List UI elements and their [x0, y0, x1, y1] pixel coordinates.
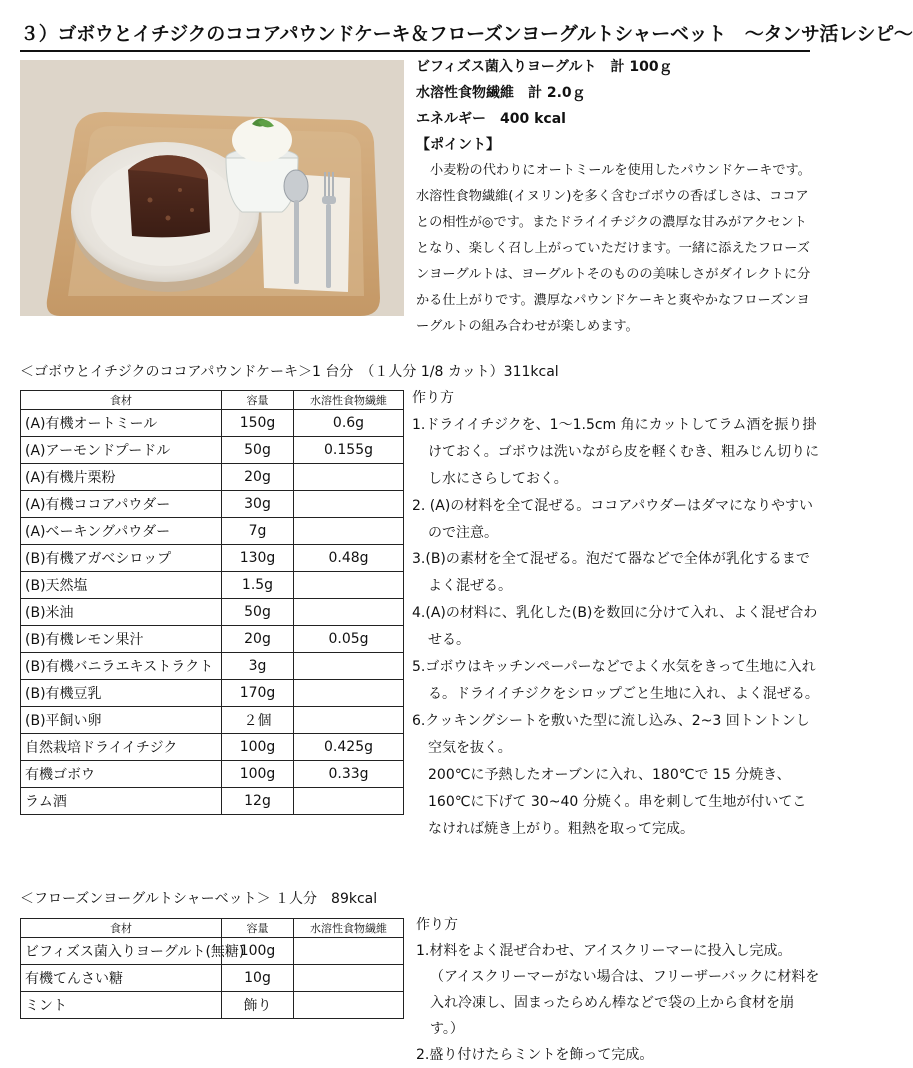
cell-amount: 20g [222, 464, 294, 491]
table-row [21, 680, 404, 707]
step-text: 材料をよく混ぜ合わせ、アイスクリーマーに投入し完成。 [429, 943, 792, 959]
table-row [21, 464, 404, 491]
cell-ingredient: (B)有機豆乳 [21, 680, 222, 707]
cell-fiber [294, 518, 404, 545]
cell-ingredient: (A)有機オートミール [21, 410, 222, 437]
cell-fiber [294, 938, 404, 965]
step-text: (A)の材料に、乳化した(B)を数回に分けて入れ、よく混ぜ合わせる。 [425, 605, 818, 649]
cell-fiber [294, 572, 404, 599]
table-row [21, 707, 404, 734]
cell-fiber: 0.6g [294, 410, 404, 437]
step-number: 1. [416, 943, 430, 959]
cell-fiber: 0.425g [294, 734, 404, 761]
step-text: 盛り付けたらミントを飾って完成。 [429, 1047, 654, 1063]
fiber-total: 水溶性食物繊維 計 2.0ｇ [416, 85, 586, 101]
dish-illustration [20, 60, 404, 316]
cell-ingredient: (A)アーモンドプードル [21, 437, 222, 464]
dish-photo [20, 60, 404, 316]
cell-ingredient: (B)天然塩 [21, 572, 222, 599]
table-row [21, 491, 404, 518]
cell-amount: 20g [222, 626, 294, 653]
header-ingredient: 食材 [21, 919, 222, 938]
cell-amount: 3g [222, 653, 294, 680]
cell-ingredient: (A)ベーキングパウダー [21, 518, 222, 545]
cake-method [412, 385, 820, 842]
table-row [21, 572, 404, 599]
cell-ingredient: 有機ゴボウ [21, 761, 222, 788]
step-number: 2. [416, 1047, 430, 1063]
method-step [416, 964, 820, 1042]
method-step [416, 1042, 820, 1068]
cell-ingredient: (B)有機バニラエキストラクト [21, 653, 222, 680]
step-text: クッキングシートを敷いた型に流し込み、2~3 回トントンし空気を抜く。 [425, 712, 810, 756]
cell-amount: 50g [222, 599, 294, 626]
step6-extra: 200℃に予熱したオーブンに入れ、180℃で 15 分焼き、160℃に下げて 30~40 分焼く。串を刺して生地が付いてこなければ焼き上がり。粗熱を取って完成。 [428, 766, 807, 837]
step-text: ドライイチジクを、1～1.5cm 角にカットしてラム酒を振り掛けておく。ゴボウは洗いながら皮を軽くむき、粗みじん切りにし水にさらしておく。 [425, 416, 820, 487]
table-row [21, 965, 404, 992]
cell-fiber [294, 707, 404, 734]
cell-ingredient: ラム酒 [21, 788, 222, 815]
cell-ingredient: (A)有機ココアパウダー [21, 491, 222, 518]
cell-amount: 10g [222, 965, 294, 992]
table-row [21, 992, 404, 1019]
cake-ingredients-table [20, 390, 404, 815]
cell-fiber [294, 599, 404, 626]
cell-amount: 1.5g [222, 572, 294, 599]
cell-amount: 30g [222, 491, 294, 518]
table-row [21, 599, 404, 626]
step-number: 3. [412, 551, 426, 568]
cell-fiber: 0.33g [294, 761, 404, 788]
cell-amount: 100g [222, 761, 294, 788]
energy-total: エネルギー 400 kcal [416, 111, 566, 127]
method-heading: 作り方 [416, 917, 458, 933]
cell-ingredient: ミント [21, 992, 222, 1019]
method-step [412, 412, 820, 493]
cell-fiber [294, 653, 404, 680]
page-title: ３）ゴボウとイチジクのココアパウンドケーキ＆フローズンヨーグルトシャーベット ～タンサ活レシピ～ [20, 20, 810, 52]
cell-fiber [294, 491, 404, 518]
cell-ingredient: (B)有機レモン果汁 [21, 626, 222, 653]
method-step [416, 938, 820, 964]
sherbet-ingredients-table [20, 918, 404, 1019]
table-row [21, 938, 404, 965]
table-row [21, 734, 404, 761]
step-number: 2. [412, 497, 426, 514]
header-fiber: 水溶性食物繊維 [294, 391, 404, 410]
cell-ingredient: 有機てんさい糖 [21, 965, 222, 992]
cell-fiber: 0.155g [294, 437, 404, 464]
table-row [21, 437, 404, 464]
header-ingredient: 食材 [21, 391, 222, 410]
step-number: 6. [412, 712, 426, 729]
cell-amount: 100g [222, 734, 294, 761]
cell-amount: 50g [222, 437, 294, 464]
cell-ingredient: (B)平飼い卵 [21, 707, 222, 734]
cell-amount: 12g [222, 788, 294, 815]
header-amount: 容量 [222, 919, 294, 938]
cell-amount: 7g [222, 518, 294, 545]
cell-fiber: 0.05g [294, 626, 404, 653]
table-row [21, 761, 404, 788]
table-row [21, 518, 404, 545]
table-header-row [21, 391, 404, 410]
table-row [21, 653, 404, 680]
step-text: (A)の材料を全て混ぜる。ココアパウダーはダマになりやすいので注意。 [425, 497, 814, 541]
table-row [21, 545, 404, 572]
cell-amount: 130g [222, 545, 294, 572]
nutrition-info [416, 54, 820, 340]
step-text: (B)の素材を全て混ぜる。泡だて器などで全体が乳化するまでよく混ぜる。 [425, 551, 810, 595]
cell-amount: 150g [222, 410, 294, 437]
table-row [21, 788, 404, 815]
cell-ingredient: (B)米油 [21, 599, 222, 626]
header-fiber: 水溶性食物繊維 [294, 919, 404, 938]
method-step [412, 708, 820, 762]
cell-fiber [294, 992, 404, 1019]
method-step [412, 546, 820, 600]
cell-ingredient: (A)有機片栗粉 [21, 464, 222, 491]
cell-fiber [294, 965, 404, 992]
table-header-row [21, 919, 404, 938]
cell-fiber [294, 464, 404, 491]
cell-amount: ２個 [222, 707, 294, 734]
method-step [412, 493, 820, 547]
step-text: ゴボウはキッチンペーパーなどでよく水気をきって生地に入れる。ドライイチジクをシロップごと生地に入れ、よく混ぜる。 [425, 659, 819, 702]
cell-fiber [294, 680, 404, 707]
cell-amount: 170g [222, 680, 294, 707]
step-text: （アイスクリーマーがない場合は、フリーザーバックに材料を入れ冷凍し、固まったらめん棒などで袋の上から食材を崩す。） [430, 969, 820, 1037]
step-number: 1. [412, 416, 426, 433]
cell-ingredient: (B)有機アガベシロップ [21, 545, 222, 572]
method-step [412, 654, 820, 708]
table-row [21, 626, 404, 653]
cell-fiber: 0.48g [294, 545, 404, 572]
cell-fiber [294, 788, 404, 815]
point-heading: 【ポイント】 [416, 137, 500, 153]
method-step [412, 600, 820, 654]
step-number: 4. [412, 605, 426, 622]
cell-ingredient: ビフィズス菌入りヨーグルト(無糖) [21, 938, 222, 965]
point-text: 小麦粉の代わりにオートミールを使用したパウンドケーキです。水溶性食物繊維(イヌリン)を多く含むゴボウの香ばしさは、ココアとの相性が◎です。またドライイチジクの濃厚な甘みがアクセントとなり、楽しく召し上がっていただけます。一緒に添えたフローズンヨーグルトは、ヨーグルトそのものの美味しさがダイレクトに分かる仕上がりです。濃厚なパウンドケーキと爽やかなフローズンヨーグルトの組み合わせが楽しめます。 [416, 163, 811, 334]
header-amount: 容量 [222, 391, 294, 410]
sherbet-method [416, 912, 820, 1068]
cell-amount: 飾り [222, 992, 294, 1019]
yogurt-total: ビフィズス菌入りヨーグルト 計 100ｇ [416, 59, 673, 75]
table-row [21, 410, 404, 437]
step-number: 5. [412, 659, 426, 676]
sherbet-section-title: ＜フローズンヨーグルトシャーベット＞ １人分 89kcal [20, 891, 378, 907]
cell-amount: 100g [222, 938, 294, 965]
method-heading: 作り方 [412, 390, 454, 406]
cell-ingredient: 自然栽培ドライイチジク [21, 734, 222, 761]
cake-section-title: ＜ゴボウとイチジクのココアパウンドケーキ＞1 台分 （１人分 1/8 カット）311kcal [20, 364, 559, 380]
